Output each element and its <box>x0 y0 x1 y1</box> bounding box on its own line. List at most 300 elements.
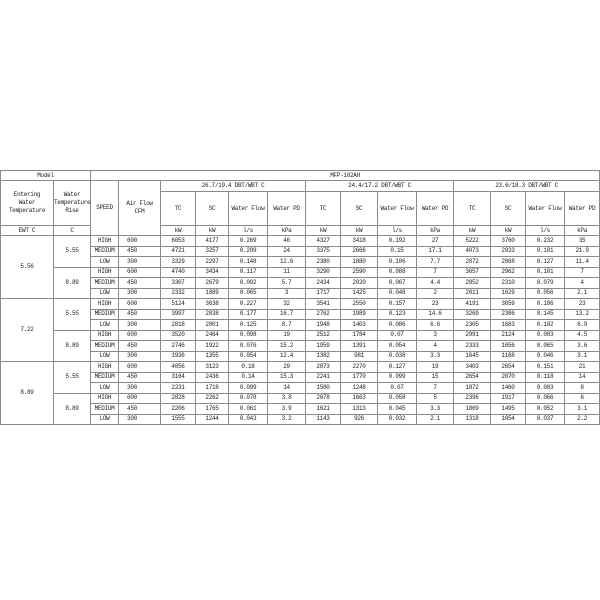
table-row <box>1 236 600 247</box>
sc-value: 2962 <box>491 267 526 278</box>
water-flow-value: 0.078 <box>229 393 268 404</box>
entering-water-temperature-value: 5.56 <box>1 236 54 299</box>
sc-value: 1917 <box>491 393 526 404</box>
tc-value: 1580 <box>306 383 341 394</box>
tc-unit: kW <box>161 226 196 236</box>
air-flow-value: 450 <box>119 246 161 257</box>
water-pd-value: 3.1 <box>565 404 600 415</box>
condition-header-3: 23.6/18.3 DBT/WBT C <box>454 181 600 192</box>
tc-value: 2991 <box>454 330 491 341</box>
water-pd-value: 7 <box>417 383 454 394</box>
water-pd-value: 46 <box>268 236 306 247</box>
tc-header: TC <box>454 192 491 226</box>
water-pd-value: 5.7 <box>268 278 306 289</box>
water-flow-value: 0.125 <box>229 320 268 331</box>
water-flow-value: 0.043 <box>229 414 268 425</box>
water-flow-value: 0.177 <box>229 309 268 320</box>
water-temperature-rise-value: 5.55 <box>54 299 91 331</box>
water-pd-unit: kPa <box>268 226 306 236</box>
sc-value: 2068 <box>491 257 526 268</box>
table-row <box>1 383 600 394</box>
sc-value: 3418 <box>341 236 378 247</box>
water-pd-value: 8.7 <box>268 320 306 331</box>
speed-value: MEDIUM <box>91 278 119 289</box>
water-flow-value: 0.086 <box>378 320 417 331</box>
tc-value: 1645 <box>454 351 491 362</box>
tc-value: 2396 <box>454 393 491 404</box>
sc-value: 1391 <box>341 341 378 352</box>
sc-value: 1460 <box>491 383 526 394</box>
water-pd-value: 3.1 <box>565 351 600 362</box>
water-pd-value: 3.3 <box>417 404 454 415</box>
water-flow-unit: l/s <box>526 226 565 236</box>
water-pd-value: 7 <box>565 267 600 278</box>
water-pd-value: 21.9 <box>565 246 600 257</box>
water-flow-value: 0.058 <box>378 393 417 404</box>
water-flow-value: 0.066 <box>526 393 565 404</box>
sc-value: 3760 <box>491 236 526 247</box>
air-flow-value: 300 <box>119 414 161 425</box>
water-pd-value: 14.6 <box>417 309 454 320</box>
table-row <box>1 414 600 425</box>
water-flow-value: 0.067 <box>378 278 417 289</box>
sc-value: 2933 <box>491 246 526 257</box>
table-row <box>1 404 600 415</box>
air-flow-value: 450 <box>119 341 161 352</box>
sc-value: 2464 <box>196 330 229 341</box>
unit-row <box>1 226 600 236</box>
water-flow-value: 0.157 <box>378 299 417 310</box>
water-pd-value: 17.1 <box>417 246 454 257</box>
water-pd-header: Water PD <box>565 192 600 226</box>
tc-value: 4721 <box>161 246 196 257</box>
sc-value: 2679 <box>196 278 229 289</box>
sc-value: 2270 <box>341 362 378 373</box>
water-flow-value: 0.101 <box>526 267 565 278</box>
tc-value: 1869 <box>454 404 491 415</box>
tc-value: 2078 <box>306 393 341 404</box>
model-name: MFP-102AH <box>91 171 600 181</box>
water-temperature-rise-value: 8.89 <box>54 267 91 299</box>
table-row <box>1 372 600 383</box>
sc-value: 4177 <box>196 236 229 247</box>
water-temperature-rise-value: 8.89 <box>54 393 91 425</box>
air-flow-value: 600 <box>119 267 161 278</box>
water-flow-value: 0.045 <box>378 404 417 415</box>
tc-value: 3541 <box>306 299 341 310</box>
water-flow-header: Water Flow <box>229 192 268 226</box>
sc-value: 926 <box>341 414 378 425</box>
tc-value: 1555 <box>161 414 196 425</box>
tc-value: 2206 <box>161 404 196 415</box>
water-pd-value: 35 <box>565 236 600 247</box>
sc-value: 3059 <box>491 299 526 310</box>
tc-value: 1959 <box>306 341 341 352</box>
sc-unit: kW <box>491 226 526 236</box>
tc-value: 2241 <box>306 372 341 383</box>
speed-value: MEDIUM <box>91 246 119 257</box>
speed-value: HIGH <box>91 299 119 310</box>
air-flow-value: 450 <box>119 278 161 289</box>
tc-value: 2872 <box>454 257 491 268</box>
speed-value: LOW <box>91 320 119 331</box>
tc-header: TC <box>161 192 196 226</box>
water-flow-value: 0.088 <box>378 267 417 278</box>
tc-value: 3403 <box>454 362 491 373</box>
table-row <box>1 393 600 404</box>
water-pd-value: 3.9 <box>268 404 306 415</box>
air-flow-value: 300 <box>119 383 161 394</box>
water-pd-value: 6 <box>565 393 600 404</box>
sc-header: SC <box>341 192 378 226</box>
water-pd-value: 32 <box>268 299 306 310</box>
sc-value: 2262 <box>196 393 229 404</box>
sc-value: 1784 <box>341 330 378 341</box>
condition-header-2: 24.4/17.2 DBT/WBT C <box>306 181 454 192</box>
water-flow-value: 0.192 <box>378 236 417 247</box>
speed-value: MEDIUM <box>91 341 119 352</box>
water-pd-value: 13.2 <box>565 309 600 320</box>
sc-value: 1425 <box>341 288 378 299</box>
water-temperature-rise-value: 5.55 <box>54 236 91 268</box>
water-pd-value: 2 <box>417 288 454 299</box>
condition-header-1: 26.7/19.4 DBT/WBT C <box>161 181 306 192</box>
water-flow-value: 0.032 <box>378 414 417 425</box>
water-pd-value: 3.2 <box>268 414 306 425</box>
water-flow-value: 0.079 <box>526 278 565 289</box>
water-pd-value: 15.2 <box>268 341 306 352</box>
table-row <box>1 309 600 320</box>
speed-value: HIGH <box>91 362 119 373</box>
sc-value: 1495 <box>491 404 526 415</box>
tc-value: 1872 <box>454 383 491 394</box>
air-flow-value: 450 <box>119 309 161 320</box>
speed-value: HIGH <box>91 393 119 404</box>
tc-value: 3997 <box>161 309 196 320</box>
water-temperature-rise-value: 5.55 <box>54 362 91 394</box>
table-row <box>1 351 600 362</box>
tc-value: 4327 <box>306 236 341 247</box>
air-flow-value: 300 <box>119 320 161 331</box>
sc-value: 2386 <box>491 309 526 320</box>
sc-value: 1355 <box>196 351 229 362</box>
sc-value: 2590 <box>341 267 378 278</box>
model-label: Model <box>1 171 91 181</box>
sc-value: 1656 <box>491 341 526 352</box>
sc-value: 1168 <box>491 351 526 362</box>
sc-value: 1880 <box>341 257 378 268</box>
sc-header: SC <box>196 192 229 226</box>
water-flow-value: 0.232 <box>526 236 565 247</box>
water-flow-value: 0.14 <box>229 372 268 383</box>
tc-value: 3290 <box>306 267 341 278</box>
tc-value: 2828 <box>161 393 196 404</box>
entering-water-temperature-header: Entering Water Temperature <box>1 181 54 226</box>
tc-unit: kW <box>306 226 341 236</box>
tc-value: 3375 <box>306 246 341 257</box>
water-flow-value: 0.07 <box>378 330 417 341</box>
air-flow-value: 600 <box>119 362 161 373</box>
air-flow-value: 300 <box>119 351 161 362</box>
water-pd-value: 24 <box>268 246 306 257</box>
tc-value: 2873 <box>306 362 341 373</box>
condition-row <box>1 181 600 192</box>
water-flow-value: 0.269 <box>229 236 268 247</box>
water-flow-value: 0.127 <box>526 257 565 268</box>
water-flow-value: 0.065 <box>526 341 565 352</box>
water-pd-value: 8 <box>565 383 600 394</box>
air-flow-value: 600 <box>119 330 161 341</box>
tc-value: 1382 <box>306 351 341 362</box>
table-row <box>1 288 600 299</box>
water-pd-header: Water PD <box>417 192 454 226</box>
tc-value: 2231 <box>161 383 196 394</box>
water-flow-value: 0.076 <box>229 341 268 352</box>
sc-value: 1403 <box>341 320 378 331</box>
sc-value: 1889 <box>196 288 229 299</box>
sc-value: 981 <box>341 351 378 362</box>
water-flow-value: 0.151 <box>526 362 565 373</box>
water-flow-header: Water Flow <box>378 192 417 226</box>
sc-unit: kW <box>341 226 378 236</box>
air-flow-value: 300 <box>119 288 161 299</box>
performance-table <box>0 170 600 425</box>
sc-value: 1765 <box>196 404 229 415</box>
sc-value: 1244 <box>196 414 229 425</box>
tc-value: 3269 <box>454 309 491 320</box>
sc-value: 2310 <box>491 278 526 289</box>
tc-value: 5124 <box>161 299 196 310</box>
water-pd-unit: kPa <box>417 226 454 236</box>
sc-value: 2124 <box>491 330 526 341</box>
tc-value: 2654 <box>454 372 491 383</box>
sc-value: 2550 <box>341 299 378 310</box>
sc-value: 2001 <box>196 320 229 331</box>
sc-value: 2020 <box>341 278 378 289</box>
tc-value: 2852 <box>454 278 491 289</box>
speed-value: HIGH <box>91 236 119 247</box>
water-flow-value: 0.092 <box>229 278 268 289</box>
water-pd-value: 21 <box>565 362 600 373</box>
tc-value: 1948 <box>306 320 341 331</box>
water-flow-value: 0.117 <box>229 267 268 278</box>
speed-value: LOW <box>91 351 119 362</box>
water-pd-value: 6.9 <box>565 320 600 331</box>
table-row <box>1 299 600 310</box>
water-flow-value: 0.227 <box>229 299 268 310</box>
tc-value: 2333 <box>454 341 491 352</box>
speed-header: SPEED <box>91 181 119 236</box>
speed-value: HIGH <box>91 330 119 341</box>
sc-value: 2666 <box>341 246 378 257</box>
water-flow-value: 0.099 <box>229 383 268 394</box>
model-row <box>1 171 600 181</box>
water-pd-value: 2.1 <box>565 288 600 299</box>
table-body <box>1 236 600 425</box>
speed-value: LOW <box>91 414 119 425</box>
tc-value: 1717 <box>306 288 341 299</box>
speed-value: HIGH <box>91 267 119 278</box>
water-temperature-rise-header: Water Temperature Rise <box>54 181 91 226</box>
water-flow-value: 0.083 <box>526 330 565 341</box>
air-flow-value: 600 <box>119 393 161 404</box>
water-flow-value: 0.048 <box>378 288 417 299</box>
water-pd-value: 11.4 <box>565 257 600 268</box>
speed-value: MEDIUM <box>91 404 119 415</box>
water-flow-header: Water Flow <box>526 192 565 226</box>
water-pd-value: 6.6 <box>417 320 454 331</box>
sc-value: 1683 <box>491 320 526 331</box>
table-row <box>1 246 600 257</box>
tc-value: 2434 <box>306 278 341 289</box>
water-pd-value: 4.5 <box>565 330 600 341</box>
water-pd-value: 3 <box>268 288 306 299</box>
water-flow-value: 0.037 <box>526 414 565 425</box>
speed-value: LOW <box>91 383 119 394</box>
water-flow-value: 0.123 <box>378 309 417 320</box>
table-row <box>1 257 600 268</box>
tc-value: 2305 <box>454 320 491 331</box>
water-pd-value: 14 <box>268 383 306 394</box>
air-flow-value: 300 <box>119 257 161 268</box>
sc-value: 3638 <box>196 299 229 310</box>
water-flow-value: 0.046 <box>526 351 565 362</box>
rise-unit: C <box>54 226 91 236</box>
tc-value: 3329 <box>161 257 196 268</box>
water-pd-value: 23 <box>565 299 600 310</box>
sc-value: 3434 <box>196 267 229 278</box>
water-pd-value: 12.4 <box>268 351 306 362</box>
tc-value: 2380 <box>306 257 341 268</box>
sc-value: 1663 <box>341 393 378 404</box>
tc-value: 3307 <box>161 278 196 289</box>
sc-value: 1989 <box>341 309 378 320</box>
water-pd-value: 3.8 <box>268 393 306 404</box>
water-flow-value: 0.054 <box>378 341 417 352</box>
water-pd-value: 7 <box>417 267 454 278</box>
water-pd-value: 2.2 <box>565 414 600 425</box>
tc-value: 3657 <box>454 267 491 278</box>
sc-value: 1922 <box>196 341 229 352</box>
water-flow-value: 0.106 <box>378 257 417 268</box>
table-row <box>1 267 600 278</box>
water-pd-value: 3.6 <box>565 341 600 352</box>
water-pd-value: 4 <box>565 278 600 289</box>
tc-value: 3520 <box>161 330 196 341</box>
water-pd-value: 5 <box>417 393 454 404</box>
sc-value: 2436 <box>196 372 229 383</box>
sc-value: 2838 <box>196 309 229 320</box>
water-flow-value: 0.148 <box>229 257 268 268</box>
water-pd-value: 4 <box>417 341 454 352</box>
table-row <box>1 330 600 341</box>
table-row <box>1 278 600 289</box>
water-pd-value: 3.3 <box>417 351 454 362</box>
water-flow-value: 0.209 <box>229 246 268 257</box>
water-flow-value: 0.186 <box>526 299 565 310</box>
tc-unit: kW <box>454 226 491 236</box>
air-flow-value: 600 <box>119 299 161 310</box>
water-flow-value: 0.099 <box>378 372 417 383</box>
sc-value: 1718 <box>196 383 229 394</box>
tc-header: TC <box>306 192 341 226</box>
water-pd-value: 11 <box>268 267 306 278</box>
tc-value: 4073 <box>454 246 491 257</box>
tc-value: 1143 <box>306 414 341 425</box>
sc-value: 2654 <box>491 362 526 373</box>
water-temperature-rise-value: 8.89 <box>54 330 91 362</box>
tc-value: 3164 <box>161 372 196 383</box>
water-flow-value: 0.07 <box>378 383 417 394</box>
water-flow-unit: l/s <box>229 226 268 236</box>
ewt-unit: EWT C <box>1 226 54 236</box>
tc-value: 4191 <box>454 299 491 310</box>
tc-value: 2762 <box>306 309 341 320</box>
water-flow-value: 0.118 <box>526 372 565 383</box>
sc-unit: kW <box>196 226 229 236</box>
water-pd-value: 19 <box>417 362 454 373</box>
sc-value: 1054 <box>491 414 526 425</box>
water-flow-value: 0.181 <box>526 246 565 257</box>
tc-value: 4056 <box>161 362 196 373</box>
speed-value: LOW <box>91 257 119 268</box>
air-flow-value: 600 <box>119 236 161 247</box>
tc-value: 2746 <box>161 341 196 352</box>
tc-value: 2332 <box>161 288 196 299</box>
sc-value: 2297 <box>196 257 229 268</box>
water-flow-value: 0.052 <box>526 404 565 415</box>
water-flow-value: 0.15 <box>378 246 417 257</box>
water-flow-value: 0.102 <box>526 320 565 331</box>
water-flow-value: 0.18 <box>229 362 268 373</box>
table-row <box>1 341 600 352</box>
sc-value: 1248 <box>341 383 378 394</box>
sc-value: 1629 <box>491 288 526 299</box>
table-row <box>1 320 600 331</box>
water-pd-value: 15 <box>417 372 454 383</box>
entering-water-temperature-value: 7.22 <box>1 299 54 362</box>
tc-value: 1936 <box>161 351 196 362</box>
air-flow-value: 450 <box>119 404 161 415</box>
sc-value: 1770 <box>341 372 378 383</box>
sc-value: 3257 <box>196 246 229 257</box>
tc-value: 4740 <box>161 267 196 278</box>
tc-value: 1621 <box>306 404 341 415</box>
water-flow-value: 0.065 <box>229 288 268 299</box>
water-pd-value: 15.3 <box>268 372 306 383</box>
water-pd-value: 27 <box>417 236 454 247</box>
sc-header: SC <box>491 192 526 226</box>
sc-value: 2070 <box>491 372 526 383</box>
tc-value: 2818 <box>161 320 196 331</box>
water-pd-value: 2.1 <box>417 414 454 425</box>
tc-value: 5222 <box>454 236 491 247</box>
water-pd-value: 3 <box>417 330 454 341</box>
water-flow-value: 0.056 <box>526 288 565 299</box>
water-flow-value: 0.098 <box>229 330 268 341</box>
water-pd-value: 12.6 <box>268 257 306 268</box>
table-row <box>1 362 600 373</box>
water-flow-value: 0.038 <box>378 351 417 362</box>
water-pd-value: 23 <box>417 299 454 310</box>
water-flow-unit: l/s <box>378 226 417 236</box>
tc-value: 1318 <box>454 414 491 425</box>
sc-value: 3123 <box>196 362 229 373</box>
speed-value: LOW <box>91 288 119 299</box>
air-flow-value: 450 <box>119 372 161 383</box>
water-pd-unit: kPa <box>565 226 600 236</box>
entering-water-temperature-value: 8.89 <box>1 362 54 425</box>
